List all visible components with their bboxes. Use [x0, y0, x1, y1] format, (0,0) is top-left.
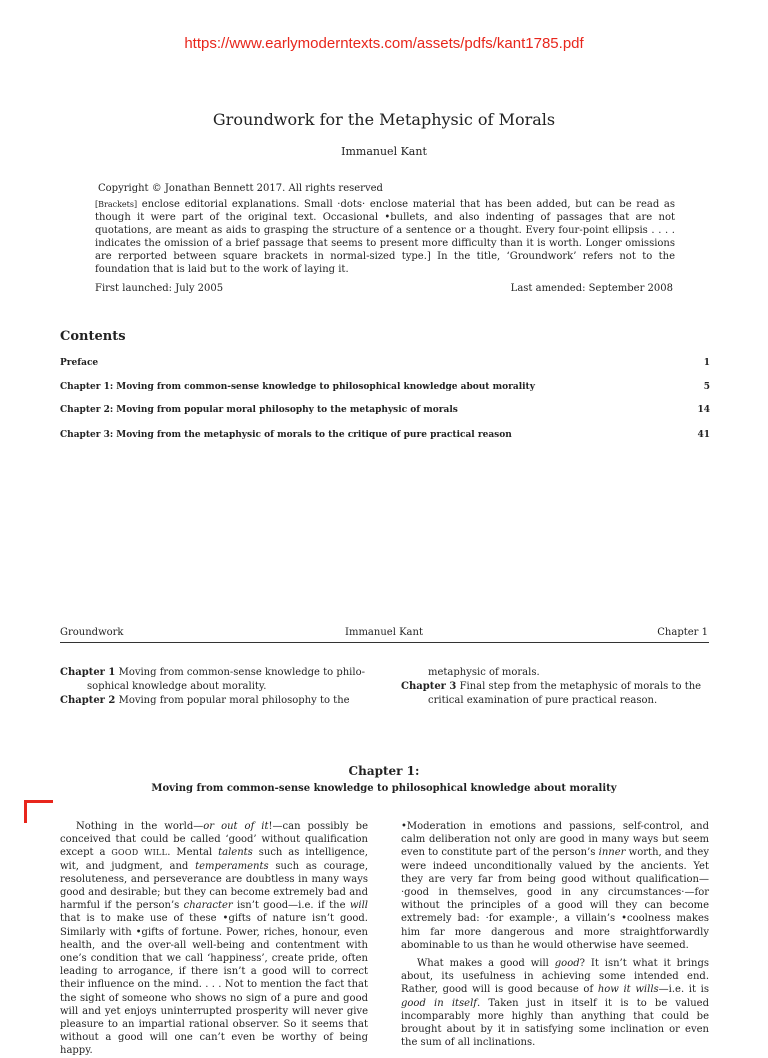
summary-right-column	[401, 666, 711, 708]
body-right-column	[401, 820, 710, 1049]
copyright-notice: Copyright © Jonathan Bennett 2017. All rights reserved	[98, 183, 383, 194]
brackets-label: [Brackets]	[95, 200, 138, 209]
summary-chapter-3-cont: critical examination of pure practical reason.	[428, 695, 658, 706]
summary-text: Moving from common-sense knowledge to philo-	[118, 667, 365, 678]
document-author: Immanuel Kant	[341, 145, 427, 158]
summary-chapter-3	[401, 680, 711, 694]
summary-chapter-2	[60, 694, 370, 708]
summary-text: Final step from the metaphysic of morals to the	[459, 681, 702, 692]
body-paragraph: •Moderation in emotions and passions, self-control, and calm deliberation not only are good in many ways but seem even to constitute part of the person’s inner worth, and they were indeed unconditionally valued by the ancients. Yet they are very far from being good without qualification—·good in themselves, good in any circumstances·—for without the principles of a good will they can become extremely bad: ·for example·, a villain’s •coolness makes him far more dangerous and more straightforwardly abominable to us than he would otherwise have seemed.	[401, 821, 709, 951]
summary-chapter-1-cont: sophical knowledge about morality.	[87, 681, 267, 692]
document-title: Groundwork for the Metaphysic of Morals	[212, 110, 556, 129]
body-left-column	[60, 820, 368, 1057]
running-header-center: Immanuel Kant	[345, 627, 423, 638]
toc-page: 14	[697, 405, 710, 415]
editorial-text: enclose editorial explanations. Small ·dots· enclose material that has been added, but can be read as though it were part of the original text. Occasional •bullets, and also indenting of passages that are not quotations, are meant as aids to grasping the structure of a sentence or a thought. Every four-point ellipsis . . . . indicates the omission of a brief passage that seems to present more difficulty than it is worth. Longer omissions are rerported between square brackets in normal-sized type.] In the title, ‘Groundwork’ refers not to the foundation that is laid but to the work of laying it.	[95, 199, 675, 275]
summary-label: Chapter 1	[60, 667, 116, 678]
corner-bracket-icon	[24, 800, 53, 823]
toc-label: Preface	[60, 358, 99, 368]
last-amended: Last amended: September 2008	[510, 283, 673, 294]
toc-entry-preface[interactable]	[60, 358, 710, 368]
contents-heading: Contents	[60, 329, 126, 344]
toc-entry-chapter-2[interactable]	[60, 405, 710, 415]
summary-text: Moving from popular moral philosophy to the	[118, 695, 350, 706]
first-launched: First launched: July 2005	[95, 283, 224, 294]
toc-page: 5	[703, 382, 710, 392]
source-url[interactable]: https://www.earlymoderntexts.com/assets/pdfs/kant1785.pdf	[184, 35, 584, 52]
body-paragraph: Nothing in the world—or out of it!—can possibly be conceived that could be called ‘good’ without qualification except a GOOD WILL. Mental talents such as intelligence, wit, and judgment, and temperaments such as courage, resoluteness, and perseverance are doubtless in many ways good and desirable; but they can become extremely bad and harmful if the person’s character isn’t good—i.e. if the will that is to make use of these •gifts of nature isn’t good. Similarly with •gifts of fortune. Power, riches, honour, even health, and the over-all well-being and contentment with one’s condition that we call ‘happiness’, create pride, often leading to arrogance, if there isn’t a good will to correct their influence on the mind. . . . Not to mention the fact that the sight of someone who shows no sign of a pure and good will and yet enjoys uninterrupted prosperity will never give pleasure to an impartial rational observer. So it seems that without a good will one can’t even be worthy of being happy.	[60, 821, 368, 1057]
toc-label: Chapter 3: Moving from the metaphysic of morals to the critique of pure practical reason	[60, 430, 512, 440]
chapter-heading: Chapter 1:	[348, 764, 420, 778]
summary-label: Chapter 3	[401, 681, 457, 692]
toc-label: Chapter 2: Moving from popular moral philosophy to the metaphysic of morals	[60, 405, 458, 415]
toc-entry-chapter-1[interactable]	[60, 382, 710, 392]
summary-chapter-2-cont: metaphysic of morals.	[428, 667, 540, 678]
editorial-note	[95, 198, 675, 276]
summary-left-column	[60, 666, 370, 708]
running-header-left: Groundwork	[60, 627, 124, 638]
chapter-subheading: Moving from common-sense knowledge to philosophical knowledge about morality	[151, 783, 617, 794]
toc-page: 41	[697, 430, 710, 440]
toc-entry-chapter-3[interactable]	[60, 430, 710, 440]
toc-page: 1	[703, 358, 710, 368]
summary-label: Chapter 2	[60, 695, 116, 706]
summary-chapter-1	[60, 666, 370, 680]
header-rule	[60, 642, 709, 643]
body-paragraph: What makes a good will good? It isn’t what it brings about, its usefulness in achieving some intended end. Rather, good will is good because of how it wills—i.e. it is good in itself. Taken just in itself it is to be valued incomparably more highly than anything that could be brought about by it in satisfying some inclination or even the sum of all inclinations.	[401, 958, 710, 1049]
toc-label: Chapter 1: Moving from common-sense knowledge to philosophical knowledge about morality	[60, 382, 535, 392]
running-header-right: Chapter 1	[657, 627, 708, 638]
